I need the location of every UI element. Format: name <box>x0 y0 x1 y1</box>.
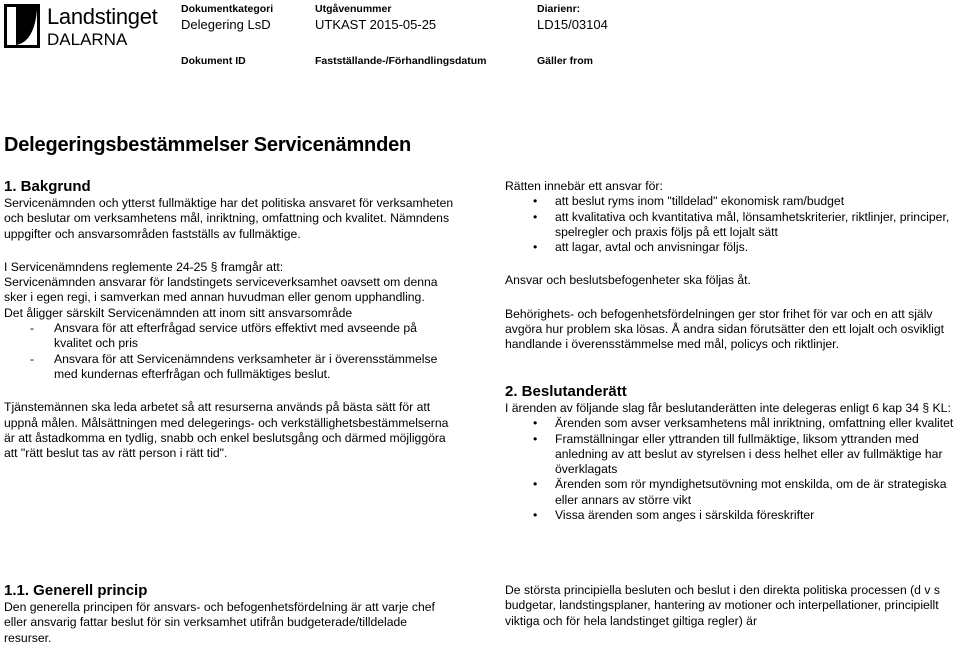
utgava-value: UTKAST 2015-05-25 <box>315 17 437 32</box>
list-item: • Framställningar eller yttranden till fullmäktige, liksom yttranden med anledning av att beslut av styrelsen i dess helhet eller av fullmäktige har överklagats <box>505 432 955 478</box>
right-column-section-2 <box>505 401 955 523</box>
right-column-top <box>505 179 955 353</box>
landstinget-logo-icon <box>4 4 40 48</box>
section-1-heading: 1. Bakgrund <box>4 178 91 195</box>
section-2-paragraph: I ärenden av följande slag får beslutanderätten inte delegeras enligt 6 kap 34 § KL: <box>505 401 951 415</box>
logo-subname: DALARNA <box>47 30 128 49</box>
utgava-label: Utgåvenummer <box>315 3 392 15</box>
section-1-paragraph-1: Servicenämnden och ytterst fullmäktige har det politiska ansvaret för verksamheten och beslutar om verksamhetens mål, inriktning, omfattning och kvalitet. Nämndens uppgifter och ansvarsområden fastställs av fullmäktige. <box>4 196 454 241</box>
duty-list <box>4 321 454 382</box>
list-item: • Ärenden som avser verksamhetens mål inriktning, omfattning eller kvalitet <box>505 416 955 431</box>
section-1-1-heading: 1.1. Generell princip <box>4 582 148 599</box>
principles-paragraph: De största principiella besluten och beslut i den direkta politiska processen (d v s budgetar, landstingsplaner, hantering av motioner och interpellationer, principiellt viktiga och för hela landstinget giltiga regler) är <box>505 583 940 628</box>
reglemente-duty-intro: Det åligger särskilt Servicenämnden att inom sitt ansvarsområde <box>4 305 353 320</box>
document-title: Delegeringsbestämmelser Servicenämnden <box>4 134 412 156</box>
responsibility-paragraph: Ansvar och beslutsbefogenheter ska följas åt. <box>505 273 751 288</box>
responsibility-list <box>505 194 955 255</box>
diarienr-label: Diarienr: <box>537 3 581 15</box>
kategori-label: Dokumentkategori <box>181 3 274 15</box>
list-item: • att kvalitativa och kvantitativa mål, lönsamhetskriterier, riktlinjer, principer, spelregler och praxis följs på ett lojalt sätt <box>505 210 955 241</box>
rights-intro: Rätten innebär ett ansvar för: <box>505 179 663 193</box>
list-item: • Vissa ärenden som anges i särskilda föreskrifter <box>505 508 955 523</box>
list-item: - Ansvara för att Servicenämndens verksamheter är i överensstämmelse med kundernas efterfrågan och fullmäktiges beslut. <box>4 352 454 383</box>
list-item: • Ärenden som rör myndighetsutövning mot enskilda, om de är strategiska eller annars av större vikt <box>505 477 955 508</box>
list-item: - Ansvara för att efterfrågad service utförs effektivt med avseende på kvalitet och pris <box>4 321 454 352</box>
faststallande-label: Fastställande-/Förhandlingsdatum <box>315 55 487 67</box>
list-item: • att beslut ryms inom "tilldelad" ekonomisk ram/budget <box>505 194 955 209</box>
left-column-body <box>4 196 454 461</box>
logo-name: Landstinget <box>47 4 158 29</box>
list-item: • att lagar, avtal och anvisningar följs. <box>505 240 955 255</box>
non-delegable-list <box>505 416 955 523</box>
reglemente-text: Servicenämnden ansvarar för landstingets serviceverksamhet oavsett om denna sker i egen regi, i samverkan med annan huvudman eller genom upphandling. <box>4 275 438 305</box>
section-2-heading: 2. Beslutanderätt <box>505 383 627 400</box>
section-1-paragraph-3: Tjänstemännen ska leda arbetet så att resurserna används på bästa sätt för att uppnå målen. Målsättningen med delegerings- och verkställighetsbestämmelserna är att åstadkomma en tydlig, snabb och enkel beslutsgång och därmed möjliggöra att "rätt beslut tas av rätt person i rätt tid". <box>4 400 449 461</box>
reglemente-intro: I Servicenämndens reglemente 24-25 § framgår att: <box>4 259 284 274</box>
authority-paragraph: Behörighets- och befogenhetsfördelningen ger stor frihet för var och en att själv avgöra hur problem ska lösas. Å andra sidan förutsätter den ett lojalt och osvikligt handlande i överensstämmelse med mål, policys och riktlinjer. <box>505 306 944 352</box>
section-1-1-paragraph: Den generella principen för ansvars- och befogenhetsfördelning är att varje chef eller ansvarig fattar beslut för sin verksamhet utifrån budgeterade/tilldelade resurser. <box>4 600 435 645</box>
kategori-value: Delegering LsD <box>181 17 271 32</box>
dokument-id-label: Dokument ID <box>181 55 246 67</box>
galler-from-label: Gäller from <box>537 55 594 67</box>
diarienr-value: LD15/03104 <box>537 17 608 32</box>
